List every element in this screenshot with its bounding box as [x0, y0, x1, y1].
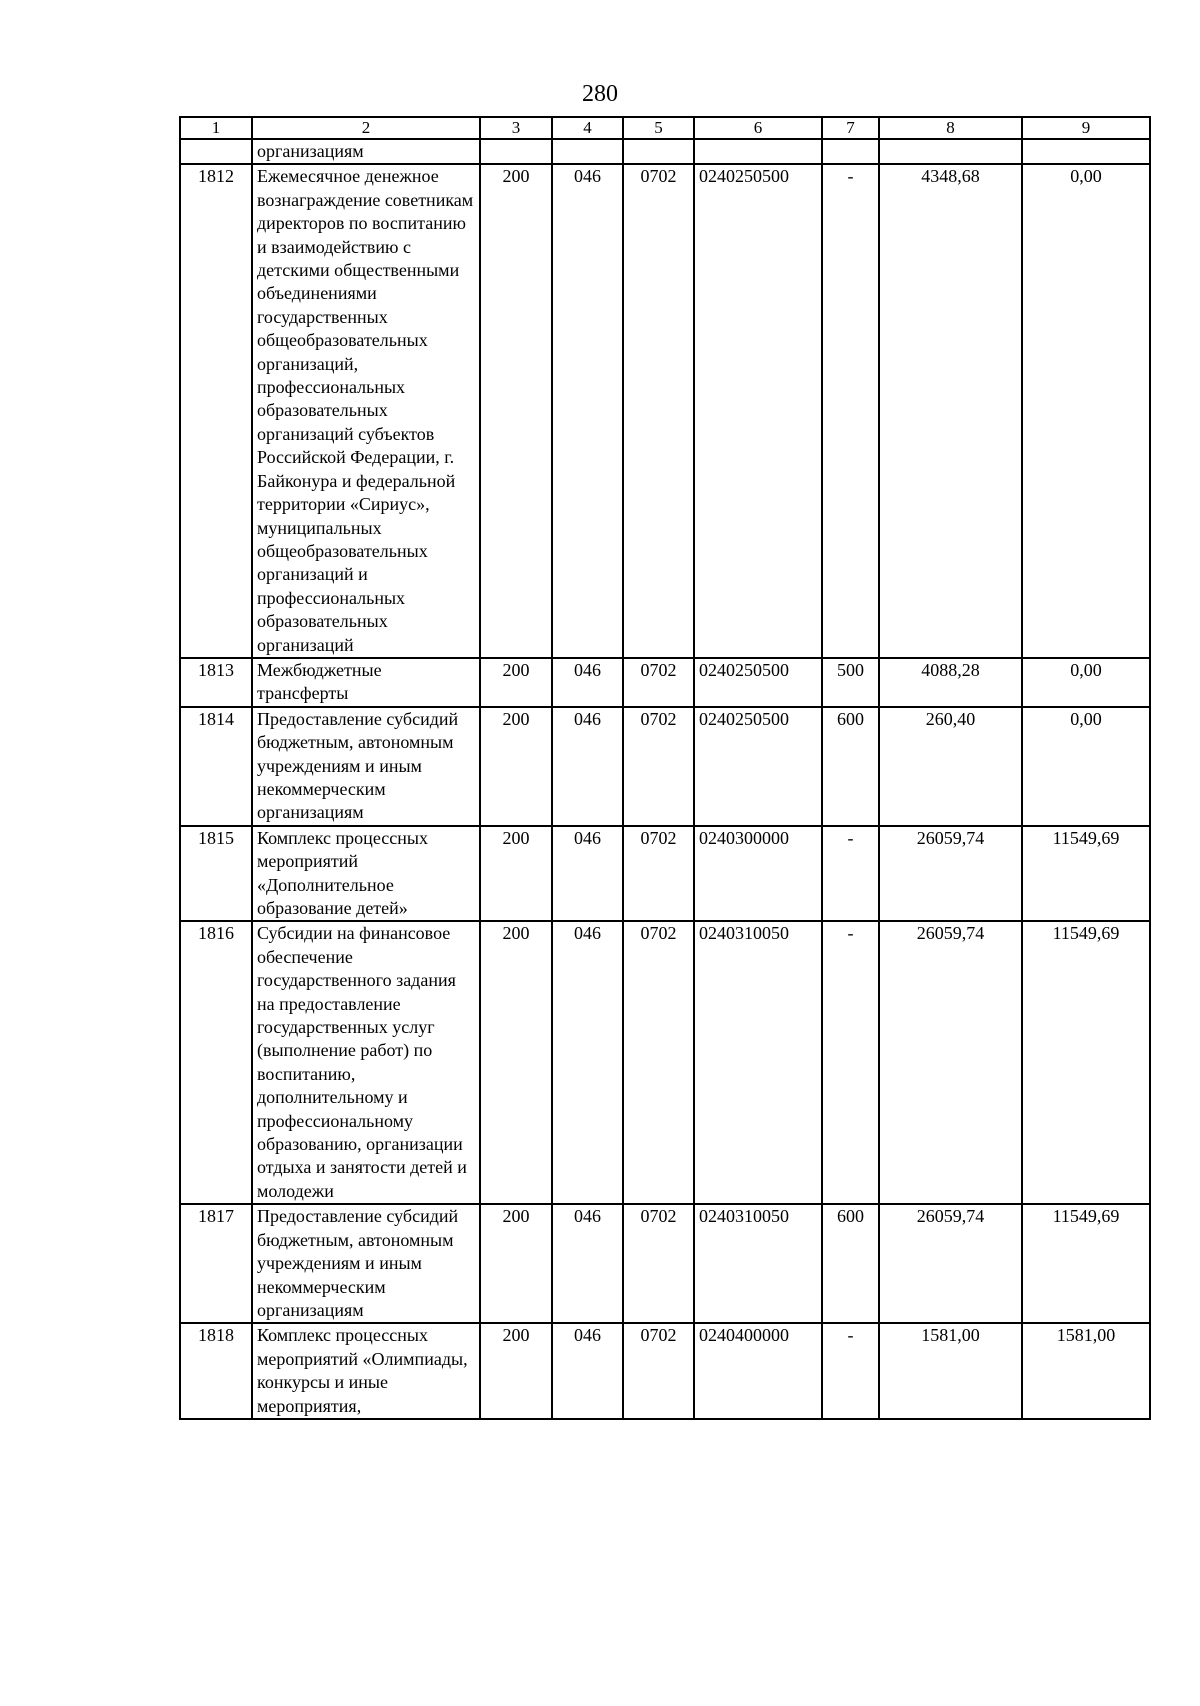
table-row — [180, 1204, 1150, 1323]
budget-table — [179, 116, 1151, 1420]
expense-type-cell: 600 — [822, 1204, 879, 1323]
expense-type-cell: - — [822, 921, 879, 1204]
section-code-cell: 0702 — [623, 1323, 694, 1419]
amount-cell: 11549,69 — [1022, 826, 1150, 922]
column-header: 5 — [623, 117, 694, 139]
amount-cell: 4348,68 — [879, 164, 1022, 658]
description-cell: Комплекс процессных мероприятий «Дополнительное образование детей» — [252, 826, 480, 922]
description-cell: Комплекс процессных мероприятий «Олимпиады, конкурсы и иные мероприятия, — [252, 1323, 480, 1419]
target-article-cell: 0240300000 — [694, 826, 822, 922]
description-cell: Межбюджетные трансферты — [252, 658, 480, 707]
section-code-cell: 0702 — [623, 164, 694, 658]
code-cell: 200 — [480, 826, 552, 922]
expense-type-cell: - — [822, 826, 879, 922]
code-cell: 200 — [480, 1204, 552, 1323]
continuation-row — [180, 139, 1150, 164]
target-article-cell: 0240250500 — [694, 707, 822, 826]
code-cell: 200 — [480, 707, 552, 826]
amount-cell: 26059,74 — [879, 826, 1022, 922]
table-row — [180, 164, 1150, 658]
amount-cell: 1581,00 — [1022, 1323, 1150, 1419]
table-cell — [480, 139, 552, 164]
target-article-cell: 0240250500 — [694, 164, 822, 658]
table-row — [180, 707, 1150, 826]
amount-cell: 0,00 — [1022, 658, 1150, 707]
expense-type-cell: - — [822, 1323, 879, 1419]
table-row — [180, 1323, 1150, 1419]
code-cell: 200 — [480, 921, 552, 1204]
table-header-row — [180, 117, 1150, 139]
table-cell — [1022, 139, 1150, 164]
target-article-cell: 0240310050 — [694, 1204, 822, 1323]
amount-cell: 1581,00 — [879, 1323, 1022, 1419]
amount-cell: 26059,74 — [879, 1204, 1022, 1323]
amount-cell: 0,00 — [1022, 707, 1150, 826]
table-row — [180, 826, 1150, 922]
row-number-cell: 1815 — [180, 826, 252, 922]
code-cell: 046 — [552, 164, 623, 658]
continuation-text: организациям — [252, 139, 480, 164]
page-number: 280 — [582, 81, 618, 107]
code-cell: 200 — [480, 164, 552, 658]
code-cell: 200 — [480, 658, 552, 707]
expense-type-cell: 600 — [822, 707, 879, 826]
column-header: 4 — [552, 117, 623, 139]
amount-cell: 11549,69 — [1022, 1204, 1150, 1323]
column-header: 2 — [252, 117, 480, 139]
table-cell — [822, 139, 879, 164]
code-cell: 046 — [552, 707, 623, 826]
code-cell: 046 — [552, 658, 623, 707]
amount-cell: 11549,69 — [1022, 921, 1150, 1204]
code-cell: 046 — [552, 826, 623, 922]
table-cell — [623, 139, 694, 164]
column-header: 7 — [822, 117, 879, 139]
expense-type-cell: - — [822, 164, 879, 658]
code-cell: 046 — [552, 1204, 623, 1323]
table-cell — [694, 139, 822, 164]
section-code-cell: 0702 — [623, 707, 694, 826]
row-number-cell: 1816 — [180, 921, 252, 1204]
section-code-cell: 0702 — [623, 921, 694, 1204]
table-row — [180, 658, 1150, 707]
amount-cell: 4088,28 — [879, 658, 1022, 707]
row-number-cell: 1818 — [180, 1323, 252, 1419]
code-cell: 200 — [480, 1323, 552, 1419]
column-header: 3 — [480, 117, 552, 139]
code-cell: 046 — [552, 1323, 623, 1419]
description-cell: Ежемесячное денежное вознаграждение советникам директоров по воспитанию и взаимодействию с детскими общественными объединениями государственных общеобразовательных организаций, профессиональных образовательных организаций субъектов Российской Федерации, г. Байконура и федеральной территории «Сириус», муниципальных общеобразовательных организаций и профессиональных образовательных организаций — [252, 164, 480, 658]
code-cell: 046 — [552, 921, 623, 1204]
column-header: 8 — [879, 117, 1022, 139]
table-cell — [180, 139, 252, 164]
table-cell — [879, 139, 1022, 164]
expense-type-cell: 500 — [822, 658, 879, 707]
row-number-cell: 1813 — [180, 658, 252, 707]
amount-cell: 26059,74 — [879, 921, 1022, 1204]
row-number-cell: 1812 — [180, 164, 252, 658]
row-number-cell: 1817 — [180, 1204, 252, 1323]
section-code-cell: 0702 — [623, 658, 694, 707]
target-article-cell: 0240310050 — [694, 921, 822, 1204]
row-number-cell: 1814 — [180, 707, 252, 826]
column-header: 6 — [694, 117, 822, 139]
description-cell: Предоставление субсидий бюджетным, автономным учреждениям и иным некоммерческим организациям — [252, 1204, 480, 1323]
amount-cell: 260,40 — [879, 707, 1022, 826]
table-cell — [552, 139, 623, 164]
target-article-cell: 0240250500 — [694, 658, 822, 707]
column-header: 9 — [1022, 117, 1150, 139]
section-code-cell: 0702 — [623, 826, 694, 922]
section-code-cell: 0702 — [623, 1204, 694, 1323]
column-header: 1 — [180, 117, 252, 139]
amount-cell: 0,00 — [1022, 164, 1150, 658]
description-cell: Субсидии на финансовое обеспечение государственного задания на предоставление государственных услуг (выполнение работ) по воспитанию, дополнительному и профессиональному образованию, организации отдыха и занятости детей и молодежи — [252, 921, 480, 1204]
description-cell: Предоставление субсидий бюджетным, автономным учреждениям и иным некоммерческим организациям — [252, 707, 480, 826]
target-article-cell: 0240400000 — [694, 1323, 822, 1419]
table-row — [180, 921, 1150, 1204]
